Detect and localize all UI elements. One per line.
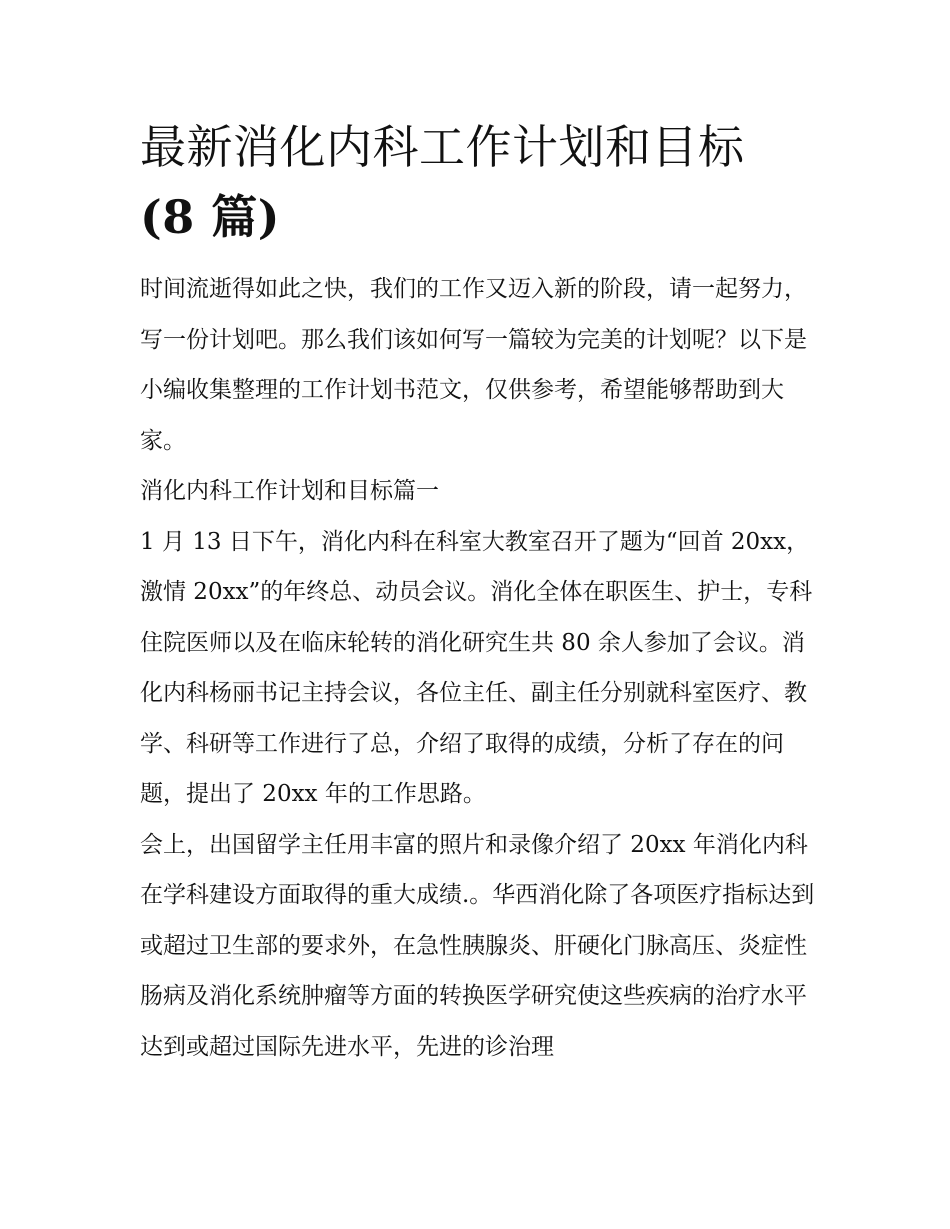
title-line-1: 最新消化内科工作计划和目标 <box>140 120 745 174</box>
document-title <box>140 112 820 252</box>
section-heading: 消化内科工作计划和目标篇一 <box>140 478 439 504</box>
body-paragraph-1: 1 月 13 日下午，消化内科在科室大教室召开了题为“回首 20xx，激情 20xx”的年终总、动员会议。消化全体在职医生、护士，专科住院医师以及在临床轮转的消化研究生共 80 余人参加了会议。消化内科杨丽书记主持会议，各位主任、副主任分别就科室医疗、教学、科研等工作进行了总，介绍了取得的成绩，分析了存在的问题，提出了 20xx 年的工作思路。 <box>140 528 813 807</box>
title-line-2: (8 篇) <box>140 190 281 244</box>
body-paragraph-2: 会上，出国留学主任用丰富的照片和录像介绍了 20xx 年消化内科在学科建设方面取得的重大成绩.。华西消化除了各项医疗指标达到或超过卫生部的要求外，在急性胰腺炎、肝硬化门脉高压、炎症性肠病及消化系统肿瘤等方面的转换医学研究使这些疾病的治疗水平达到或超过国际先进水平，先进的诊治理 <box>140 831 815 1060</box>
intro-paragraph: 时间流逝得如此之快，我们的工作又迈入新的阶段，请一起努力，写一份计划吧。那么我们该如何写一篇较为完美的计划呢？以下是小编收集整理的工作计划书范文，仅供参考，希望能够帮助到大家。 <box>140 276 807 454</box>
document-content <box>140 112 820 1072</box>
